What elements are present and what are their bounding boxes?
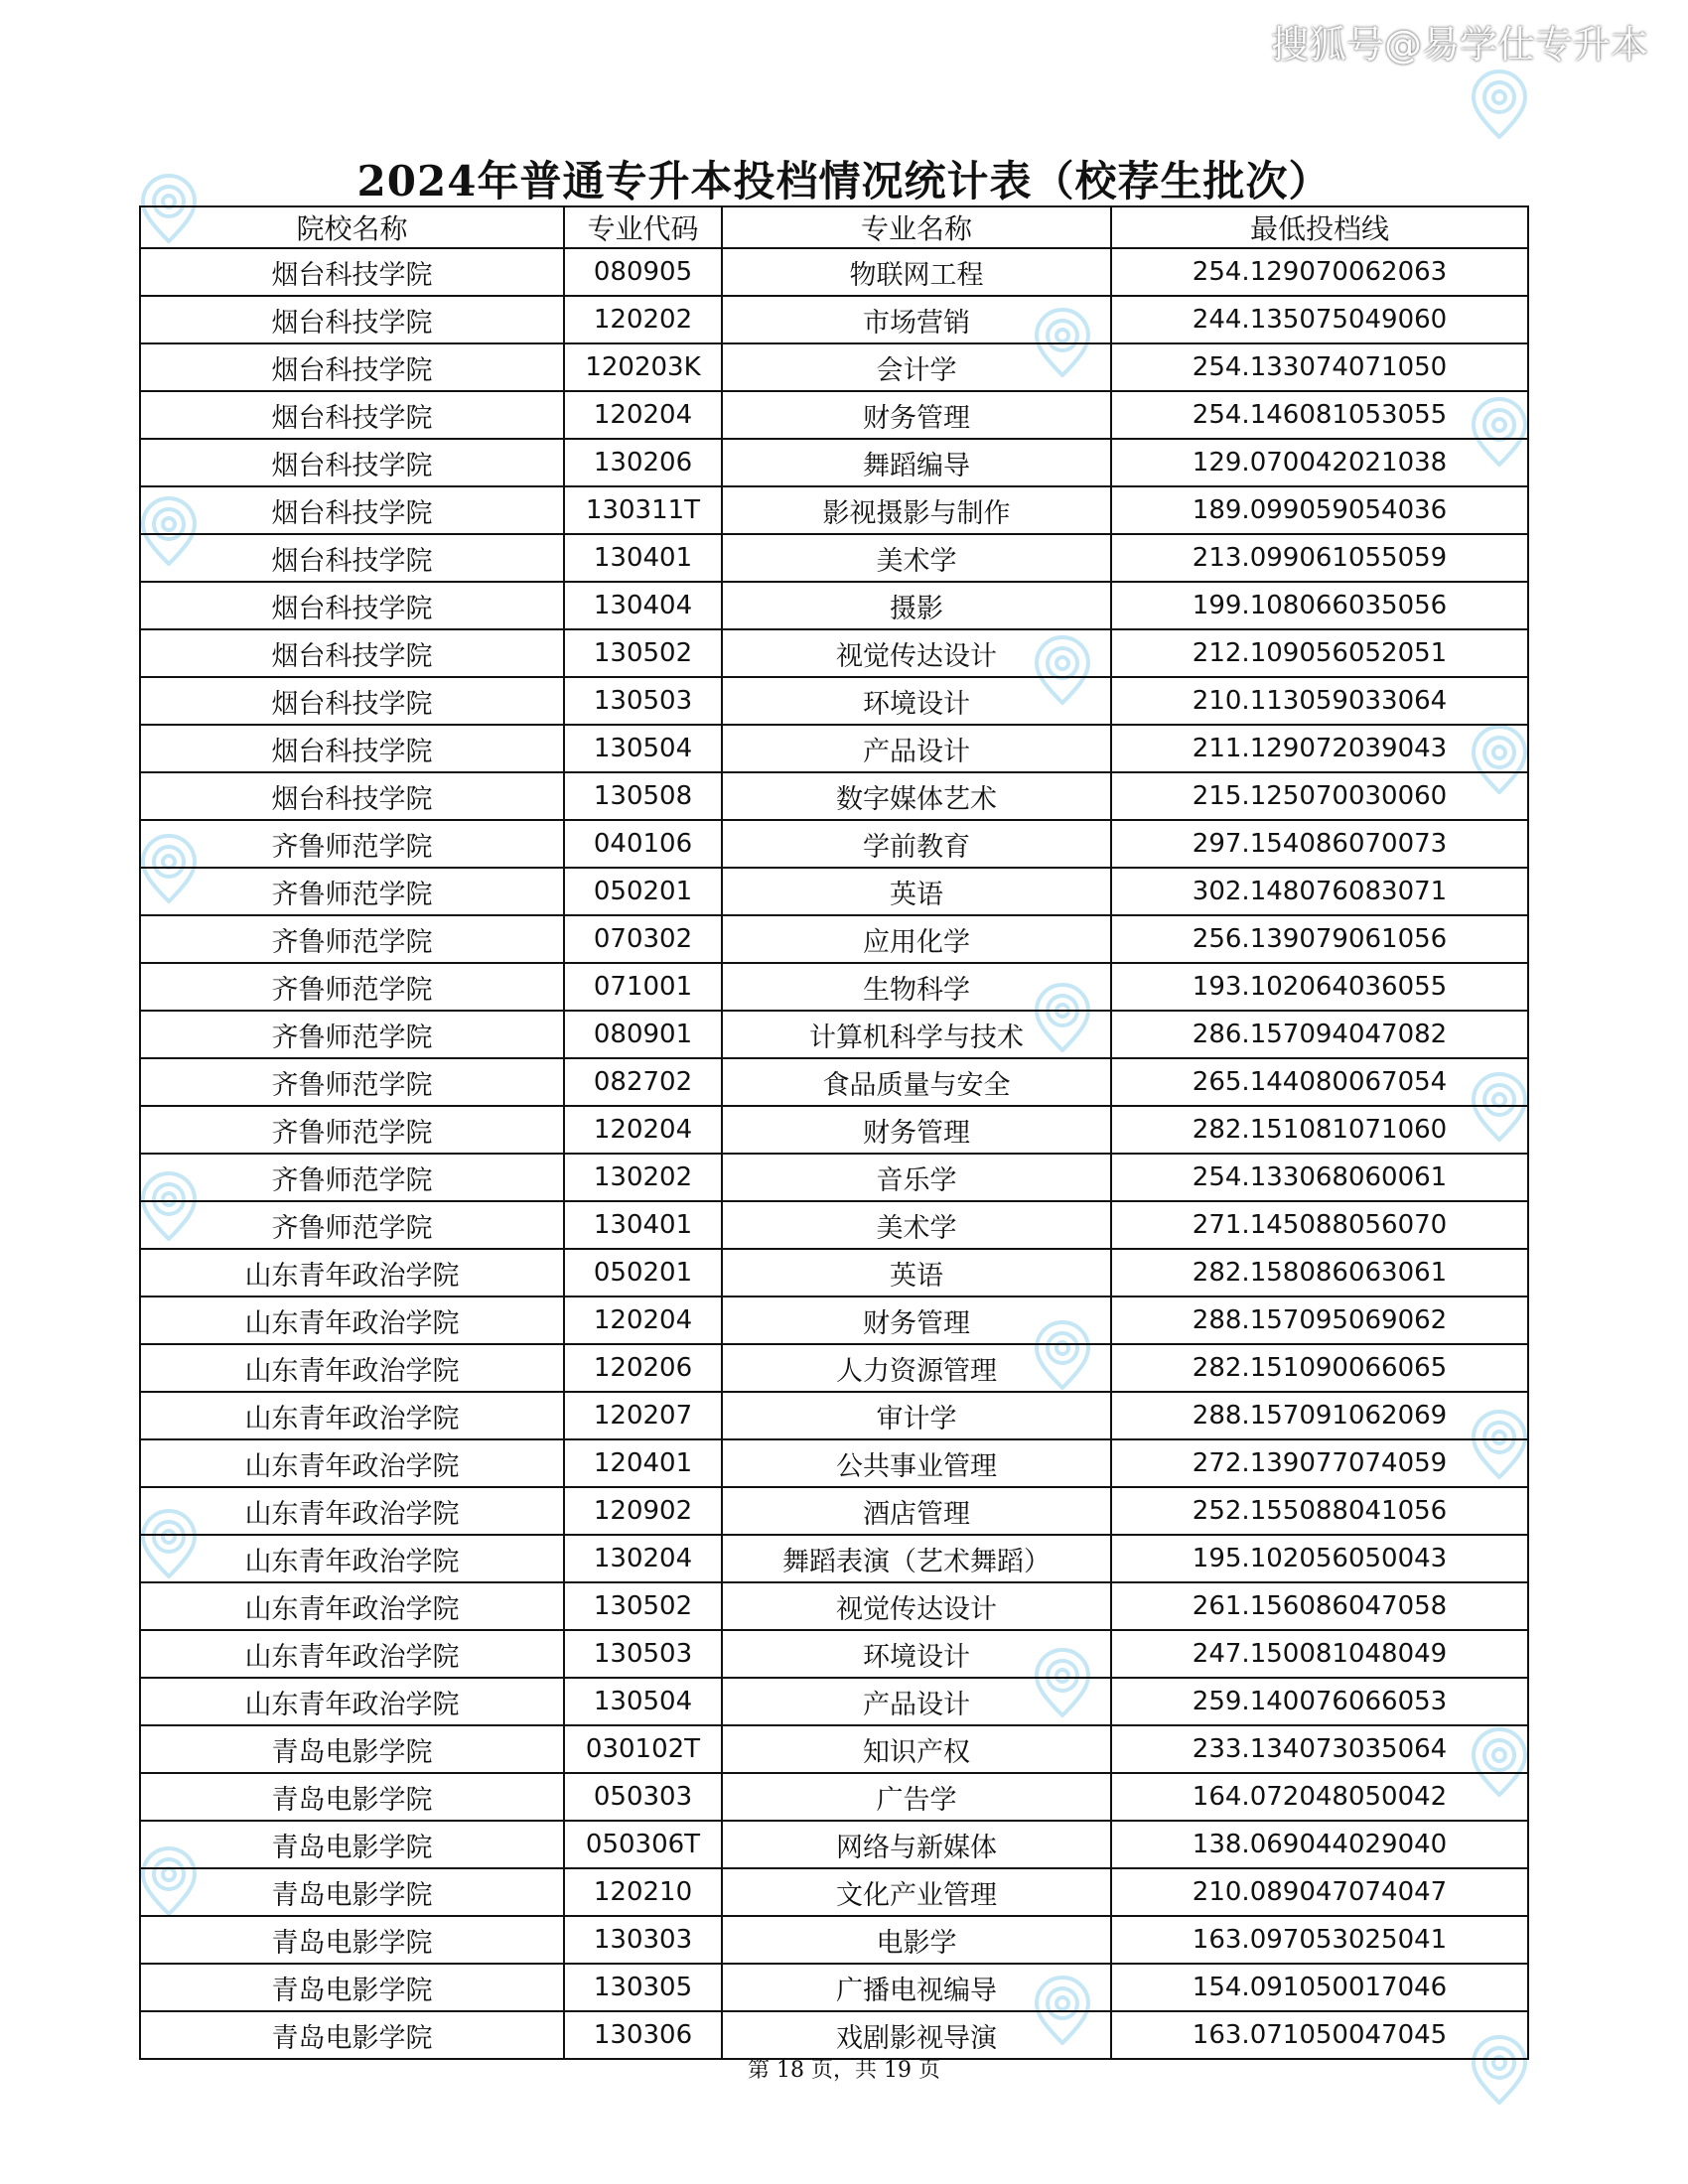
min-score-cell: 163.097053025041 bbox=[1111, 1916, 1528, 1964]
major-code-cell: 080901 bbox=[564, 1011, 722, 1058]
major-code-cell: 130303 bbox=[564, 1916, 722, 1964]
major-name-cell: 音乐学 bbox=[722, 1154, 1111, 1201]
school-cell: 烟台科技学院 bbox=[140, 534, 564, 582]
school-cell: 山东青年政治学院 bbox=[140, 1487, 564, 1535]
table-header-row bbox=[140, 206, 1528, 248]
min-score-cell: 286.157094047082 bbox=[1111, 1011, 1528, 1058]
major-code-cell: 071001 bbox=[564, 963, 722, 1011]
school-cell: 齐鲁师范学院 bbox=[140, 1011, 564, 1058]
min-score-cell: 271.145088056070 bbox=[1111, 1201, 1528, 1249]
min-score-cell: 244.135075049060 bbox=[1111, 296, 1528, 343]
school-cell: 烟台科技学院 bbox=[140, 248, 564, 296]
school-cell: 青岛电影学院 bbox=[140, 1916, 564, 1964]
table-row bbox=[140, 486, 1528, 534]
table-row bbox=[140, 868, 1528, 915]
major-code-cell: 130202 bbox=[564, 1154, 722, 1201]
major-code-cell: 120202 bbox=[564, 296, 722, 343]
table-row bbox=[140, 1821, 1528, 1868]
major-name-cell: 产品设计 bbox=[722, 725, 1111, 772]
major-code-cell: 130404 bbox=[564, 582, 722, 629]
major-name-cell: 财务管理 bbox=[722, 391, 1111, 439]
min-score-cell: 302.148076083071 bbox=[1111, 868, 1528, 915]
school-cell: 烟台科技学院 bbox=[140, 582, 564, 629]
major-code-cell: 130204 bbox=[564, 1535, 722, 1582]
major-code-cell: 050201 bbox=[564, 1249, 722, 1297]
major-name-cell: 视觉传达设计 bbox=[722, 629, 1111, 677]
table-row bbox=[140, 1058, 1528, 1106]
major-code-cell: 080905 bbox=[564, 248, 722, 296]
table-row bbox=[140, 1106, 1528, 1154]
table-row bbox=[140, 1725, 1528, 1773]
min-score-cell: 154.091050017046 bbox=[1111, 1964, 1528, 2011]
school-cell: 青岛电影学院 bbox=[140, 2011, 564, 2059]
school-cell: 齐鲁师范学院 bbox=[140, 1201, 564, 1249]
major-name-cell: 环境设计 bbox=[722, 1630, 1111, 1678]
table-row bbox=[140, 1439, 1528, 1487]
major-name-cell: 应用化学 bbox=[722, 915, 1111, 963]
table-row bbox=[140, 1297, 1528, 1344]
table-row bbox=[140, 1773, 1528, 1821]
major-name-cell: 文化产业管理 bbox=[722, 1868, 1111, 1916]
table-row bbox=[140, 534, 1528, 582]
min-score-cell: 256.139079061056 bbox=[1111, 915, 1528, 963]
major-code-cell: 120401 bbox=[564, 1439, 722, 1487]
major-code-cell: 130504 bbox=[564, 725, 722, 772]
min-score-cell: 259.140076066053 bbox=[1111, 1678, 1528, 1725]
school-cell: 齐鲁师范学院 bbox=[140, 1058, 564, 1106]
major-name-cell: 视觉传达设计 bbox=[722, 1582, 1111, 1630]
major-name-cell: 数字媒体艺术 bbox=[722, 772, 1111, 820]
header-school: 院校名称 bbox=[140, 206, 564, 248]
swirl-logo-icon bbox=[1470, 69, 1529, 139]
major-code-cell: 120203K bbox=[564, 343, 722, 391]
school-cell: 烟台科技学院 bbox=[140, 725, 564, 772]
major-name-cell: 广播电视编导 bbox=[722, 1964, 1111, 2011]
major-code-cell: 050306T bbox=[564, 1821, 722, 1868]
school-cell: 山东青年政治学院 bbox=[140, 1535, 564, 1582]
major-name-cell: 财务管理 bbox=[722, 1106, 1111, 1154]
major-code-cell: 130305 bbox=[564, 1964, 722, 2011]
min-score-cell: 199.108066035056 bbox=[1111, 582, 1528, 629]
table-row bbox=[140, 677, 1528, 725]
school-cell: 山东青年政治学院 bbox=[140, 1297, 564, 1344]
major-code-cell: 050303 bbox=[564, 1773, 722, 1821]
min-score-cell: 254.129070062063 bbox=[1111, 248, 1528, 296]
min-score-cell: 233.134073035064 bbox=[1111, 1725, 1528, 1773]
min-score-cell: 254.133074071050 bbox=[1111, 343, 1528, 391]
school-cell: 烟台科技学院 bbox=[140, 439, 564, 486]
school-cell: 烟台科技学院 bbox=[140, 296, 564, 343]
table-row bbox=[140, 1487, 1528, 1535]
major-code-cell: 120204 bbox=[564, 1106, 722, 1154]
major-code-cell: 040106 bbox=[564, 820, 722, 868]
school-cell: 山东青年政治学院 bbox=[140, 1392, 564, 1439]
school-cell: 青岛电影学院 bbox=[140, 1964, 564, 2011]
school-cell: 青岛电影学院 bbox=[140, 1773, 564, 1821]
table-row bbox=[140, 343, 1528, 391]
major-code-cell: 120206 bbox=[564, 1344, 722, 1392]
table-row bbox=[140, 915, 1528, 963]
table-row bbox=[140, 1344, 1528, 1392]
major-name-cell: 舞蹈表演（艺术舞蹈） bbox=[722, 1535, 1111, 1582]
page-number: 第 18 页，共 19 页 bbox=[748, 2058, 940, 2083]
major-code-cell: 130504 bbox=[564, 1678, 722, 1725]
major-code-cell: 120204 bbox=[564, 1297, 722, 1344]
major-name-cell: 戏剧影视导演 bbox=[722, 2011, 1111, 2059]
major-code-cell: 120902 bbox=[564, 1487, 722, 1535]
min-score-cell: 213.099061055059 bbox=[1111, 534, 1528, 582]
major-name-cell: 电影学 bbox=[722, 1916, 1111, 1964]
table-row bbox=[140, 1678, 1528, 1725]
school-cell: 烟台科技学院 bbox=[140, 343, 564, 391]
table-row bbox=[140, 439, 1528, 486]
major-name-cell: 学前教育 bbox=[722, 820, 1111, 868]
table-row bbox=[140, 1868, 1528, 1916]
major-code-cell: 130508 bbox=[564, 772, 722, 820]
school-cell: 齐鲁师范学院 bbox=[140, 1106, 564, 1154]
table-row bbox=[140, 725, 1528, 772]
school-cell: 青岛电影学院 bbox=[140, 1821, 564, 1868]
header-major-name: 专业名称 bbox=[722, 206, 1111, 248]
major-name-cell: 影视摄影与制作 bbox=[722, 486, 1111, 534]
min-score-cell: 288.157095069062 bbox=[1111, 1297, 1528, 1344]
min-score-cell: 261.156086047058 bbox=[1111, 1582, 1528, 1630]
min-score-cell: 215.125070030060 bbox=[1111, 772, 1528, 820]
min-score-cell: 163.071050047045 bbox=[1111, 2011, 1528, 2059]
major-name-cell: 广告学 bbox=[722, 1773, 1111, 1821]
major-code-cell: 120210 bbox=[564, 1868, 722, 1916]
header-min-score: 最低投档线 bbox=[1111, 206, 1528, 248]
major-code-cell: 130503 bbox=[564, 1630, 722, 1678]
major-name-cell: 生物科学 bbox=[722, 963, 1111, 1011]
major-name-cell: 摄影 bbox=[722, 582, 1111, 629]
major-name-cell: 英语 bbox=[722, 868, 1111, 915]
major-name-cell: 食品质量与安全 bbox=[722, 1058, 1111, 1106]
school-cell: 山东青年政治学院 bbox=[140, 1439, 564, 1487]
major-name-cell: 舞蹈编导 bbox=[722, 439, 1111, 486]
major-code-cell: 130311T bbox=[564, 486, 722, 534]
table-row bbox=[140, 1630, 1528, 1678]
header-major-code: 专业代码 bbox=[564, 206, 722, 248]
school-cell: 齐鲁师范学院 bbox=[140, 1154, 564, 1201]
major-code-cell: 070302 bbox=[564, 915, 722, 963]
major-code-cell: 130206 bbox=[564, 439, 722, 486]
table-row bbox=[140, 248, 1528, 296]
min-score-cell: 272.139077074059 bbox=[1111, 1439, 1528, 1487]
table-row bbox=[140, 1154, 1528, 1201]
min-score-cell: 210.113059033064 bbox=[1111, 677, 1528, 725]
table-row bbox=[140, 629, 1528, 677]
major-code-cell: 120204 bbox=[564, 391, 722, 439]
min-score-cell: 265.144080067054 bbox=[1111, 1058, 1528, 1106]
major-code-cell: 082702 bbox=[564, 1058, 722, 1106]
min-score-cell: 138.069044029040 bbox=[1111, 1821, 1528, 1868]
school-cell: 齐鲁师范学院 bbox=[140, 963, 564, 1011]
min-score-cell: 195.102056050043 bbox=[1111, 1535, 1528, 1582]
table-row bbox=[140, 1249, 1528, 1297]
min-score-cell: 164.072048050042 bbox=[1111, 1773, 1528, 1821]
major-code-cell: 030102T bbox=[564, 1725, 722, 1773]
min-score-cell: 212.109056052051 bbox=[1111, 629, 1528, 677]
min-score-cell: 297.154086070073 bbox=[1111, 820, 1528, 868]
admission-table bbox=[139, 205, 1529, 2060]
major-code-cell: 130502 bbox=[564, 1582, 722, 1630]
table-row bbox=[140, 296, 1528, 343]
school-cell: 山东青年政治学院 bbox=[140, 1249, 564, 1297]
table-row bbox=[140, 1201, 1528, 1249]
min-score-cell: 254.146081053055 bbox=[1111, 391, 1528, 439]
table-row bbox=[140, 1011, 1528, 1058]
major-name-cell: 审计学 bbox=[722, 1392, 1111, 1439]
school-cell: 烟台科技学院 bbox=[140, 677, 564, 725]
min-score-cell: 129.070042021038 bbox=[1111, 439, 1528, 486]
major-name-cell: 英语 bbox=[722, 1249, 1111, 1297]
table-row bbox=[140, 1582, 1528, 1630]
min-score-cell: 193.102064036055 bbox=[1111, 963, 1528, 1011]
major-code-cell: 130502 bbox=[564, 629, 722, 677]
major-name-cell: 计算机科学与技术 bbox=[722, 1011, 1111, 1058]
major-name-cell: 美术学 bbox=[722, 1201, 1111, 1249]
major-name-cell: 美术学 bbox=[722, 534, 1111, 582]
school-cell: 山东青年政治学院 bbox=[140, 1344, 564, 1392]
table-row bbox=[140, 772, 1528, 820]
table-row bbox=[140, 963, 1528, 1011]
min-score-cell: 254.133068060061 bbox=[1111, 1154, 1528, 1201]
major-name-cell: 人力资源管理 bbox=[722, 1344, 1111, 1392]
school-cell: 青岛电影学院 bbox=[140, 1725, 564, 1773]
major-code-cell: 130306 bbox=[564, 2011, 722, 2059]
table-row bbox=[140, 1964, 1528, 2011]
major-name-cell: 环境设计 bbox=[722, 677, 1111, 725]
min-score-cell: 288.157091062069 bbox=[1111, 1392, 1528, 1439]
table-row bbox=[140, 582, 1528, 629]
min-score-cell: 210.089047074047 bbox=[1111, 1868, 1528, 1916]
school-cell: 烟台科技学院 bbox=[140, 629, 564, 677]
major-name-cell: 知识产权 bbox=[722, 1725, 1111, 1773]
major-code-cell: 130503 bbox=[564, 677, 722, 725]
min-score-cell: 189.099059054036 bbox=[1111, 486, 1528, 534]
major-name-cell: 物联网工程 bbox=[722, 248, 1111, 296]
school-cell: 齐鲁师范学院 bbox=[140, 915, 564, 963]
table-row bbox=[140, 391, 1528, 439]
min-score-cell: 252.155088041056 bbox=[1111, 1487, 1528, 1535]
school-cell: 山东青年政治学院 bbox=[140, 1582, 564, 1630]
page-title: 2024年普通专升本投档情况统计表（校荐生批次） bbox=[356, 157, 1332, 205]
major-name-cell: 会计学 bbox=[722, 343, 1111, 391]
major-name-cell: 公共事业管理 bbox=[722, 1439, 1111, 1487]
major-code-cell: 130401 bbox=[564, 534, 722, 582]
school-cell: 齐鲁师范学院 bbox=[140, 820, 564, 868]
source-tag: 搜狐号@易学仕专升本 bbox=[1270, 23, 1648, 67]
school-cell: 青岛电影学院 bbox=[140, 1868, 564, 1916]
school-cell: 烟台科技学院 bbox=[140, 772, 564, 820]
school-cell: 山东青年政治学院 bbox=[140, 1630, 564, 1678]
school-cell: 山东青年政治学院 bbox=[140, 1678, 564, 1725]
table-row bbox=[140, 1535, 1528, 1582]
table-row bbox=[140, 2011, 1528, 2059]
table-row bbox=[140, 1392, 1528, 1439]
major-code-cell: 120207 bbox=[564, 1392, 722, 1439]
major-name-cell: 网络与新媒体 bbox=[722, 1821, 1111, 1868]
major-name-cell: 酒店管理 bbox=[722, 1487, 1111, 1535]
school-cell: 烟台科技学院 bbox=[140, 391, 564, 439]
major-name-cell: 市场营销 bbox=[722, 296, 1111, 343]
table-row bbox=[140, 1916, 1528, 1964]
min-score-cell: 247.150081048049 bbox=[1111, 1630, 1528, 1678]
major-code-cell: 130401 bbox=[564, 1201, 722, 1249]
min-score-cell: 211.129072039043 bbox=[1111, 725, 1528, 772]
school-cell: 齐鲁师范学院 bbox=[140, 868, 564, 915]
table-row bbox=[140, 820, 1528, 868]
major-code-cell: 050201 bbox=[564, 868, 722, 915]
min-score-cell: 282.151081071060 bbox=[1111, 1106, 1528, 1154]
school-cell: 烟台科技学院 bbox=[140, 486, 564, 534]
min-score-cell: 282.151090066065 bbox=[1111, 1344, 1528, 1392]
min-score-cell: 282.158086063061 bbox=[1111, 1249, 1528, 1297]
major-name-cell: 财务管理 bbox=[722, 1297, 1111, 1344]
major-name-cell: 产品设计 bbox=[722, 1678, 1111, 1725]
